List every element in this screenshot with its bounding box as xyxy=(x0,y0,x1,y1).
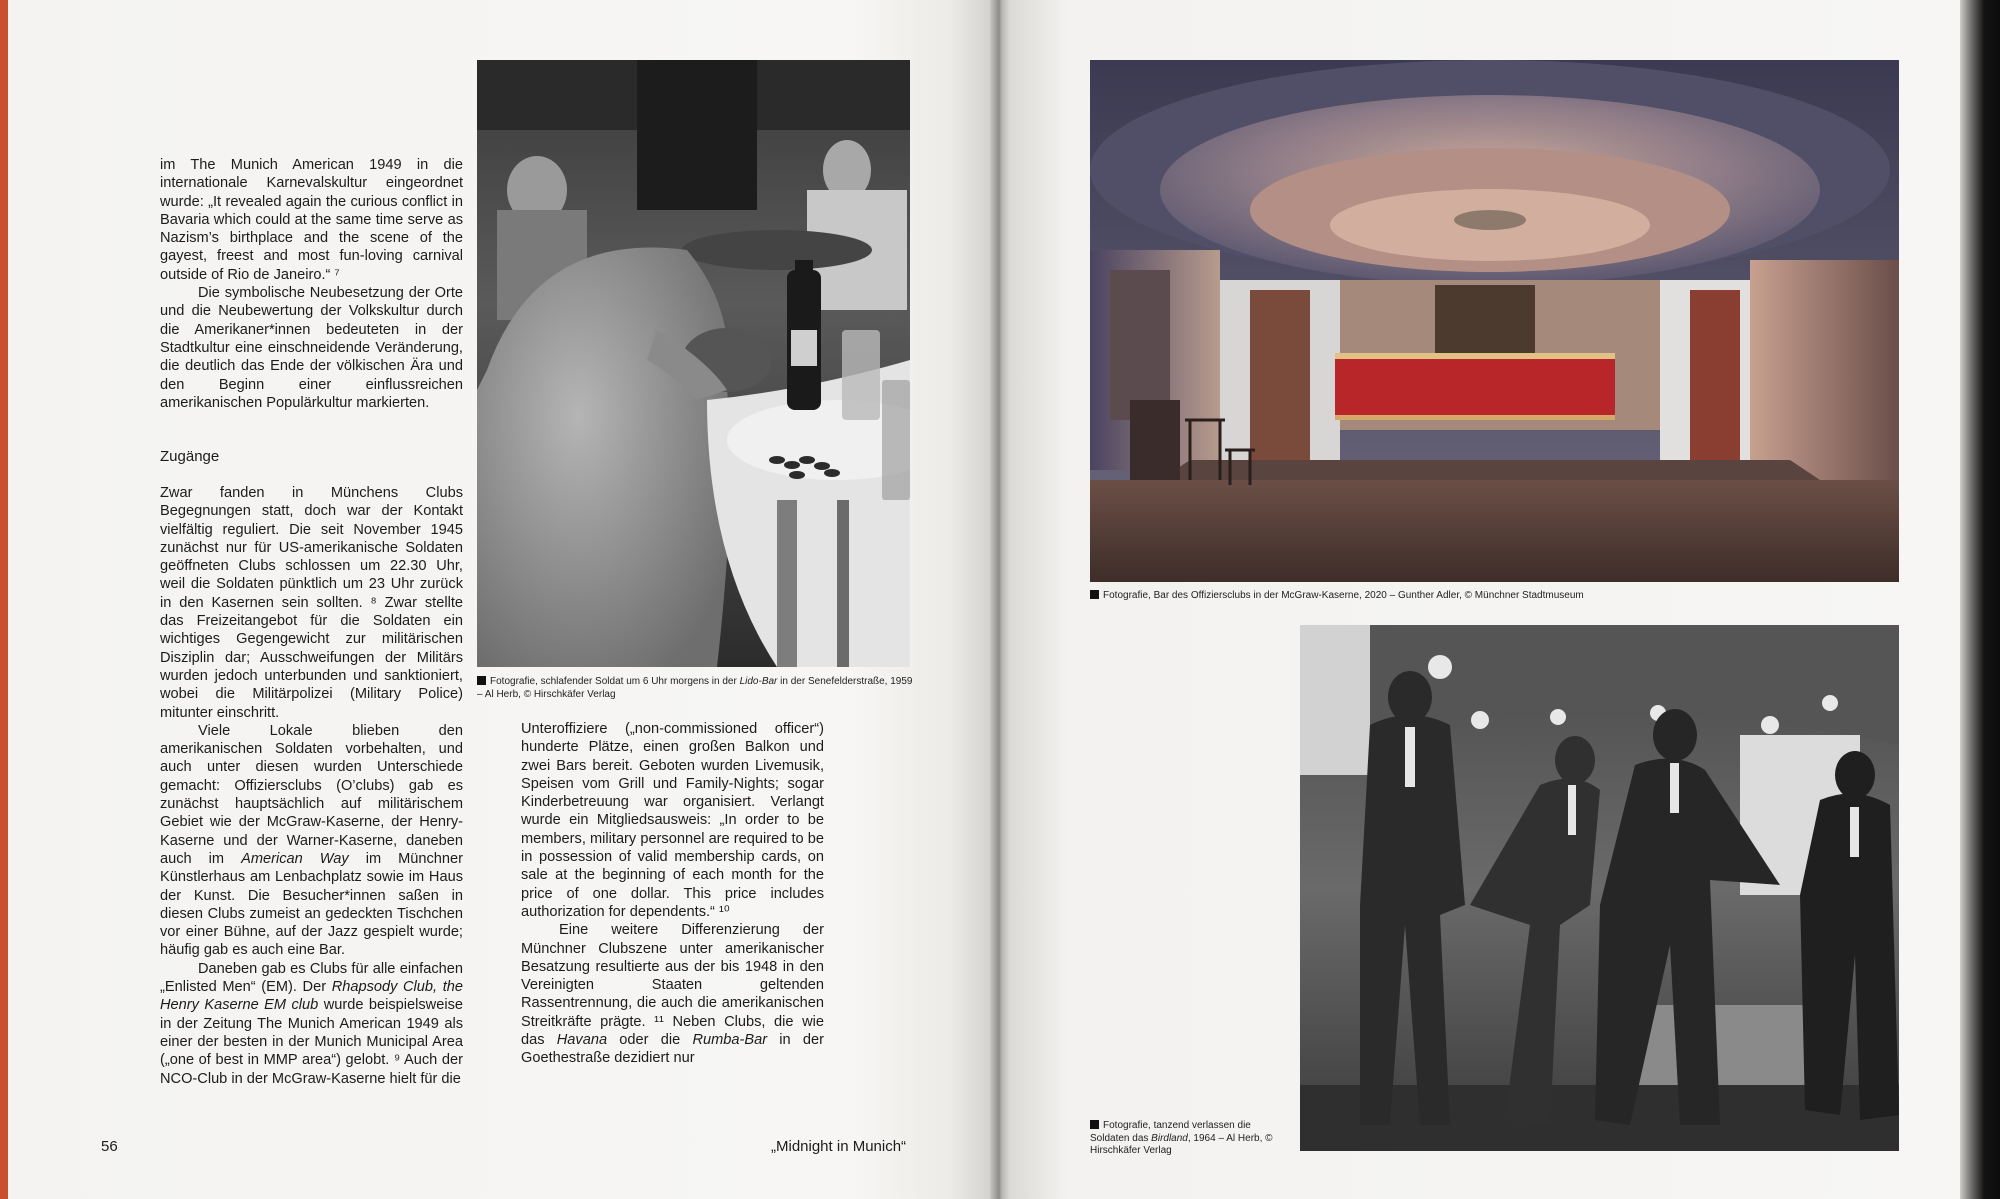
caption-text: , 1964 – Al Herb, © Hirschkäfer Verlag xyxy=(1090,1132,1273,1156)
book-edge-right xyxy=(1960,0,2000,1199)
photo-dancing-soldiers-image xyxy=(1300,625,1899,1151)
paragraph: im The Munich American 1949 in die internationale Karnevalskultur eingeordnet wurde: „It revealed again the curious conflict in Bavaria which could at the same time serve as Nazism’s birthplace and the scene of the gayest, freest and most fun-loving carnival outside of Rio de Janeiro.“ ⁷ xyxy=(160,157,463,283)
photo-dancing-soldiers xyxy=(1300,625,1899,1151)
caption-text: Fotografie, schlafender Soldat um 6 Uhr morgens in der xyxy=(490,676,740,687)
paragraph xyxy=(160,960,463,1088)
caption-italic: Birdland xyxy=(1151,1132,1188,1144)
caption-square-icon xyxy=(477,676,486,685)
paragraph: Zwar fanden in Münchens Clubs Begegnungen statt, doch war der Kontakt vielfältig reguliert. Die seit November 1945 zunächst nur für US-amerikanische Soldaten geöffneten Clubs schlossen um 22.30 Uhr, weil die Soldaten pünktlich um 23 Uhr zurück in den Kasernen sein sollten. ⁸ Zwar stellte das Freizeitangebot für die Soldaten ein wichtiges Gegengewicht zur militärischen Disziplin dar; Ausschweifungen der Militärs wurden jedoch unterbunden und sanktioniert, wobei die Militärpolizei (Military Police) mitunter einschritt. xyxy=(160,485,463,721)
book-edge-left xyxy=(0,0,8,1199)
text-run: oder die xyxy=(607,1032,693,1049)
text-italic: Rumba-Bar xyxy=(692,1032,768,1049)
caption-text: in der Senefelderstraße, 1959 – Al Herb, © Hirschkäfer Verlag xyxy=(477,676,913,700)
text-column-1 xyxy=(160,156,463,412)
photo-officers-club-bar-image xyxy=(1090,60,1899,582)
text-run: in der Goethestraße dezidiert nur xyxy=(521,1032,824,1067)
text-column-2 xyxy=(521,720,824,1068)
text-column-1-lower xyxy=(160,484,463,1088)
caption-italic: Lido-Bar xyxy=(739,676,778,687)
section-heading: Zugänge xyxy=(160,448,220,465)
page-number: 56 xyxy=(101,1138,118,1155)
paragraph xyxy=(521,921,824,1067)
caption-text: Fotografie, Bar des Offiziersclubs in der McGraw-Kaserne, 2020 – Gunther Adler, © Münchner Stadtmuseum xyxy=(1103,590,1584,601)
text-run: Viele Lokale blieben den amerikanischen Soldaten vorbehalten, und auch unter diesen wurden Unterschiede gemacht: Offiziersclubs (O’clubs) gab es zunächst hauptsächlich auf militärischem Gebiet wie der McGraw-Kaserne, der Henry-Kaserne und der Warner-Kaserne, daneben auch im xyxy=(160,722,463,867)
paragraph xyxy=(160,722,463,960)
text-run: wurde beispielsweise in der Zeitung The Munich American 1949 als einer der besten in der Munich Municipal Area („one of best in MMP area“) gelobt. ⁹ Auch der NCO-Club in der McGraw-Kaserne hielt für die xyxy=(160,997,463,1087)
text-italic: American Way xyxy=(241,850,349,867)
photo-officers-club-bar xyxy=(1090,60,1899,582)
text-italic: Havana xyxy=(556,1032,608,1049)
photo-sleeping-soldier-image xyxy=(477,60,910,667)
running-title: „Midnight in Munich“ xyxy=(771,1138,907,1155)
caption-square-icon xyxy=(1090,590,1099,599)
paragraph: Unteroffiziere („non-commissioned officer“) hunderte Plätze, einen großen Balkon und zwei Bars bereit. Geboten wurden Livemusik, Speisen vom Grill und Family-Nights; sogar Kinderbetreuung war organisiert. Verlangt wurde ein Mitgliedsausweis: „In order to be members, military personnel are required to be in possession of valid membership cards, on sale at the beginning of each month for the price of one dollar. This price includes authorization for dependents.“ ¹⁰ xyxy=(521,721,824,920)
photo-caption-left xyxy=(477,676,917,701)
photo-sleeping-soldier xyxy=(477,60,910,667)
text-run: Daneben gab es Clubs für alle einfachen „Enlisted Men“ (EM). Der xyxy=(160,960,463,996)
text-run: Eine weitere Differenzierung der Münchner Clubszene unter amerikanischer Besatzung resultierte aus der bis 1948 in den Vereinigten Staaten geltenden Rassentrennung, die auch die amerikanischen Streitkräfte prägte. ¹¹ Neben Clubs, die wie das xyxy=(521,922,824,1049)
text-italic: Rhapsody Club, the Henry Kaserne EM club xyxy=(160,979,463,1014)
paragraph: Die symbolische Neubesetzung der Orte und die Neubewertung der Volkskultur durch die Amerikaner*innen bedeuteten in der Stadtkultur eine einschneidende Veränderung, die deutlich das Ende der völkischen Ära und den Beginn einer einflussreichen amerikanischen Populärkultur markierten. xyxy=(160,285,463,411)
caption-text: Fotografie, tanzend verlassen die Soldaten das xyxy=(1090,1120,1251,1144)
text-run: im Münchner Künstlerhaus am Lenbachplatz sowie im Haus der Kunst. Die Besucher*innen saßen in diesen Clubs zumeist an gedeckten Tischchen vor einer Bühne, auf der Jazz gespielt wurde; häufig gab es auch eine Bar. xyxy=(160,850,464,959)
photo-caption-right-top xyxy=(1090,590,1899,603)
photo-caption-right-bottom xyxy=(1090,1120,1290,1158)
caption-square-icon xyxy=(1090,1120,1099,1129)
book-gutter xyxy=(990,0,1010,1199)
